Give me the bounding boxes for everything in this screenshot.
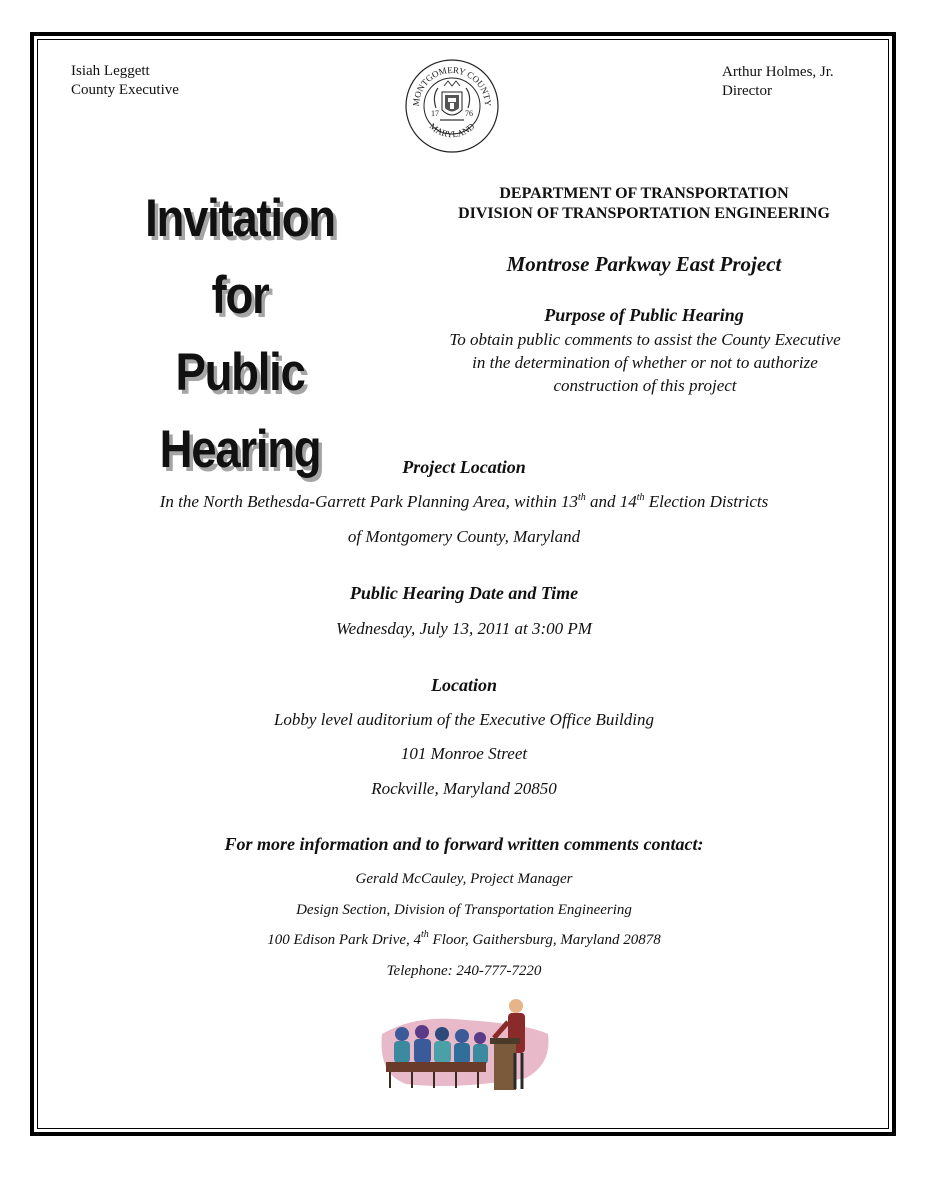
county-executive-block (71, 62, 179, 100)
director-name: Arthur Holmes, Jr. (722, 64, 834, 80)
county-executive-name: Isiah Leggett (71, 63, 150, 79)
department-line-2: DIVISION OF TRANSPORTATION ENGINEERING (458, 205, 830, 222)
county-executive-title: County Executive (71, 82, 179, 98)
venue-heading: Location (431, 675, 497, 695)
purpose-line-1: To obtain public comments to assist the County Executive (449, 330, 841, 349)
contact-line-4: Telephone: 240-777-7220 (386, 963, 542, 979)
seal-year-left: 17 (431, 109, 439, 118)
invitation-line-2: for (211, 266, 269, 325)
contact-heading: For more information and to forward written comments contact: (224, 834, 704, 854)
contact-line-2: Design Section, Division of Transportation Engineering (296, 902, 632, 918)
purpose-heading: Purpose of Public Hearing (544, 305, 744, 325)
project-location-line-2: of Montgomery County, Maryland (347, 527, 581, 546)
public-meeting-clipart-icon (376, 994, 552, 1098)
department-heading (424, 184, 864, 224)
department-line-1: DEPARTMENT OF TRANSPORTATION (499, 185, 789, 202)
director-block (722, 63, 834, 101)
invitation-heading (94, 180, 386, 488)
venue-line-2: 101 Monroe Street (400, 744, 528, 763)
purpose-line-3: construction of this project (553, 376, 737, 395)
director-title: Director (722, 83, 772, 99)
project-location-heading: Project Location (402, 457, 526, 477)
hearing-datetime: Wednesday, July 13, 2011 at 3:00 PM (336, 619, 592, 638)
project-location-line-1: In the North Bethesda-Garrett Park Planning Area, within 13th and 14th Election Districts (159, 492, 769, 511)
invitation-line-3: Public Hearing (159, 343, 321, 479)
seal-year-right: 76 (465, 109, 473, 118)
purpose-text (410, 328, 880, 397)
county-seal-icon (404, 58, 500, 154)
hearing-heading: Public Hearing Date and Time (349, 583, 579, 603)
purpose-line-2: in the determination of whether or not to authorize (472, 353, 818, 372)
venue-line-3: Rockville, Maryland 20850 (371, 779, 557, 798)
contact-line-1: Gerald McCauley, Project Manager (355, 871, 573, 887)
project-title: Montrose Parkway East Project (506, 252, 782, 276)
contact-line-3: 100 Edison Park Drive, 4th Floor, Gaithersburg, Maryland 20878 (267, 929, 661, 948)
seal-bottom-text: MARYLAND (427, 121, 477, 140)
invitation-line-1: Invitation (145, 189, 335, 248)
seal-top-text: MONTGOMERY COUNTY (410, 64, 494, 107)
venue-line-1: Lobby level auditorium of the Executive Office Building (273, 710, 655, 729)
